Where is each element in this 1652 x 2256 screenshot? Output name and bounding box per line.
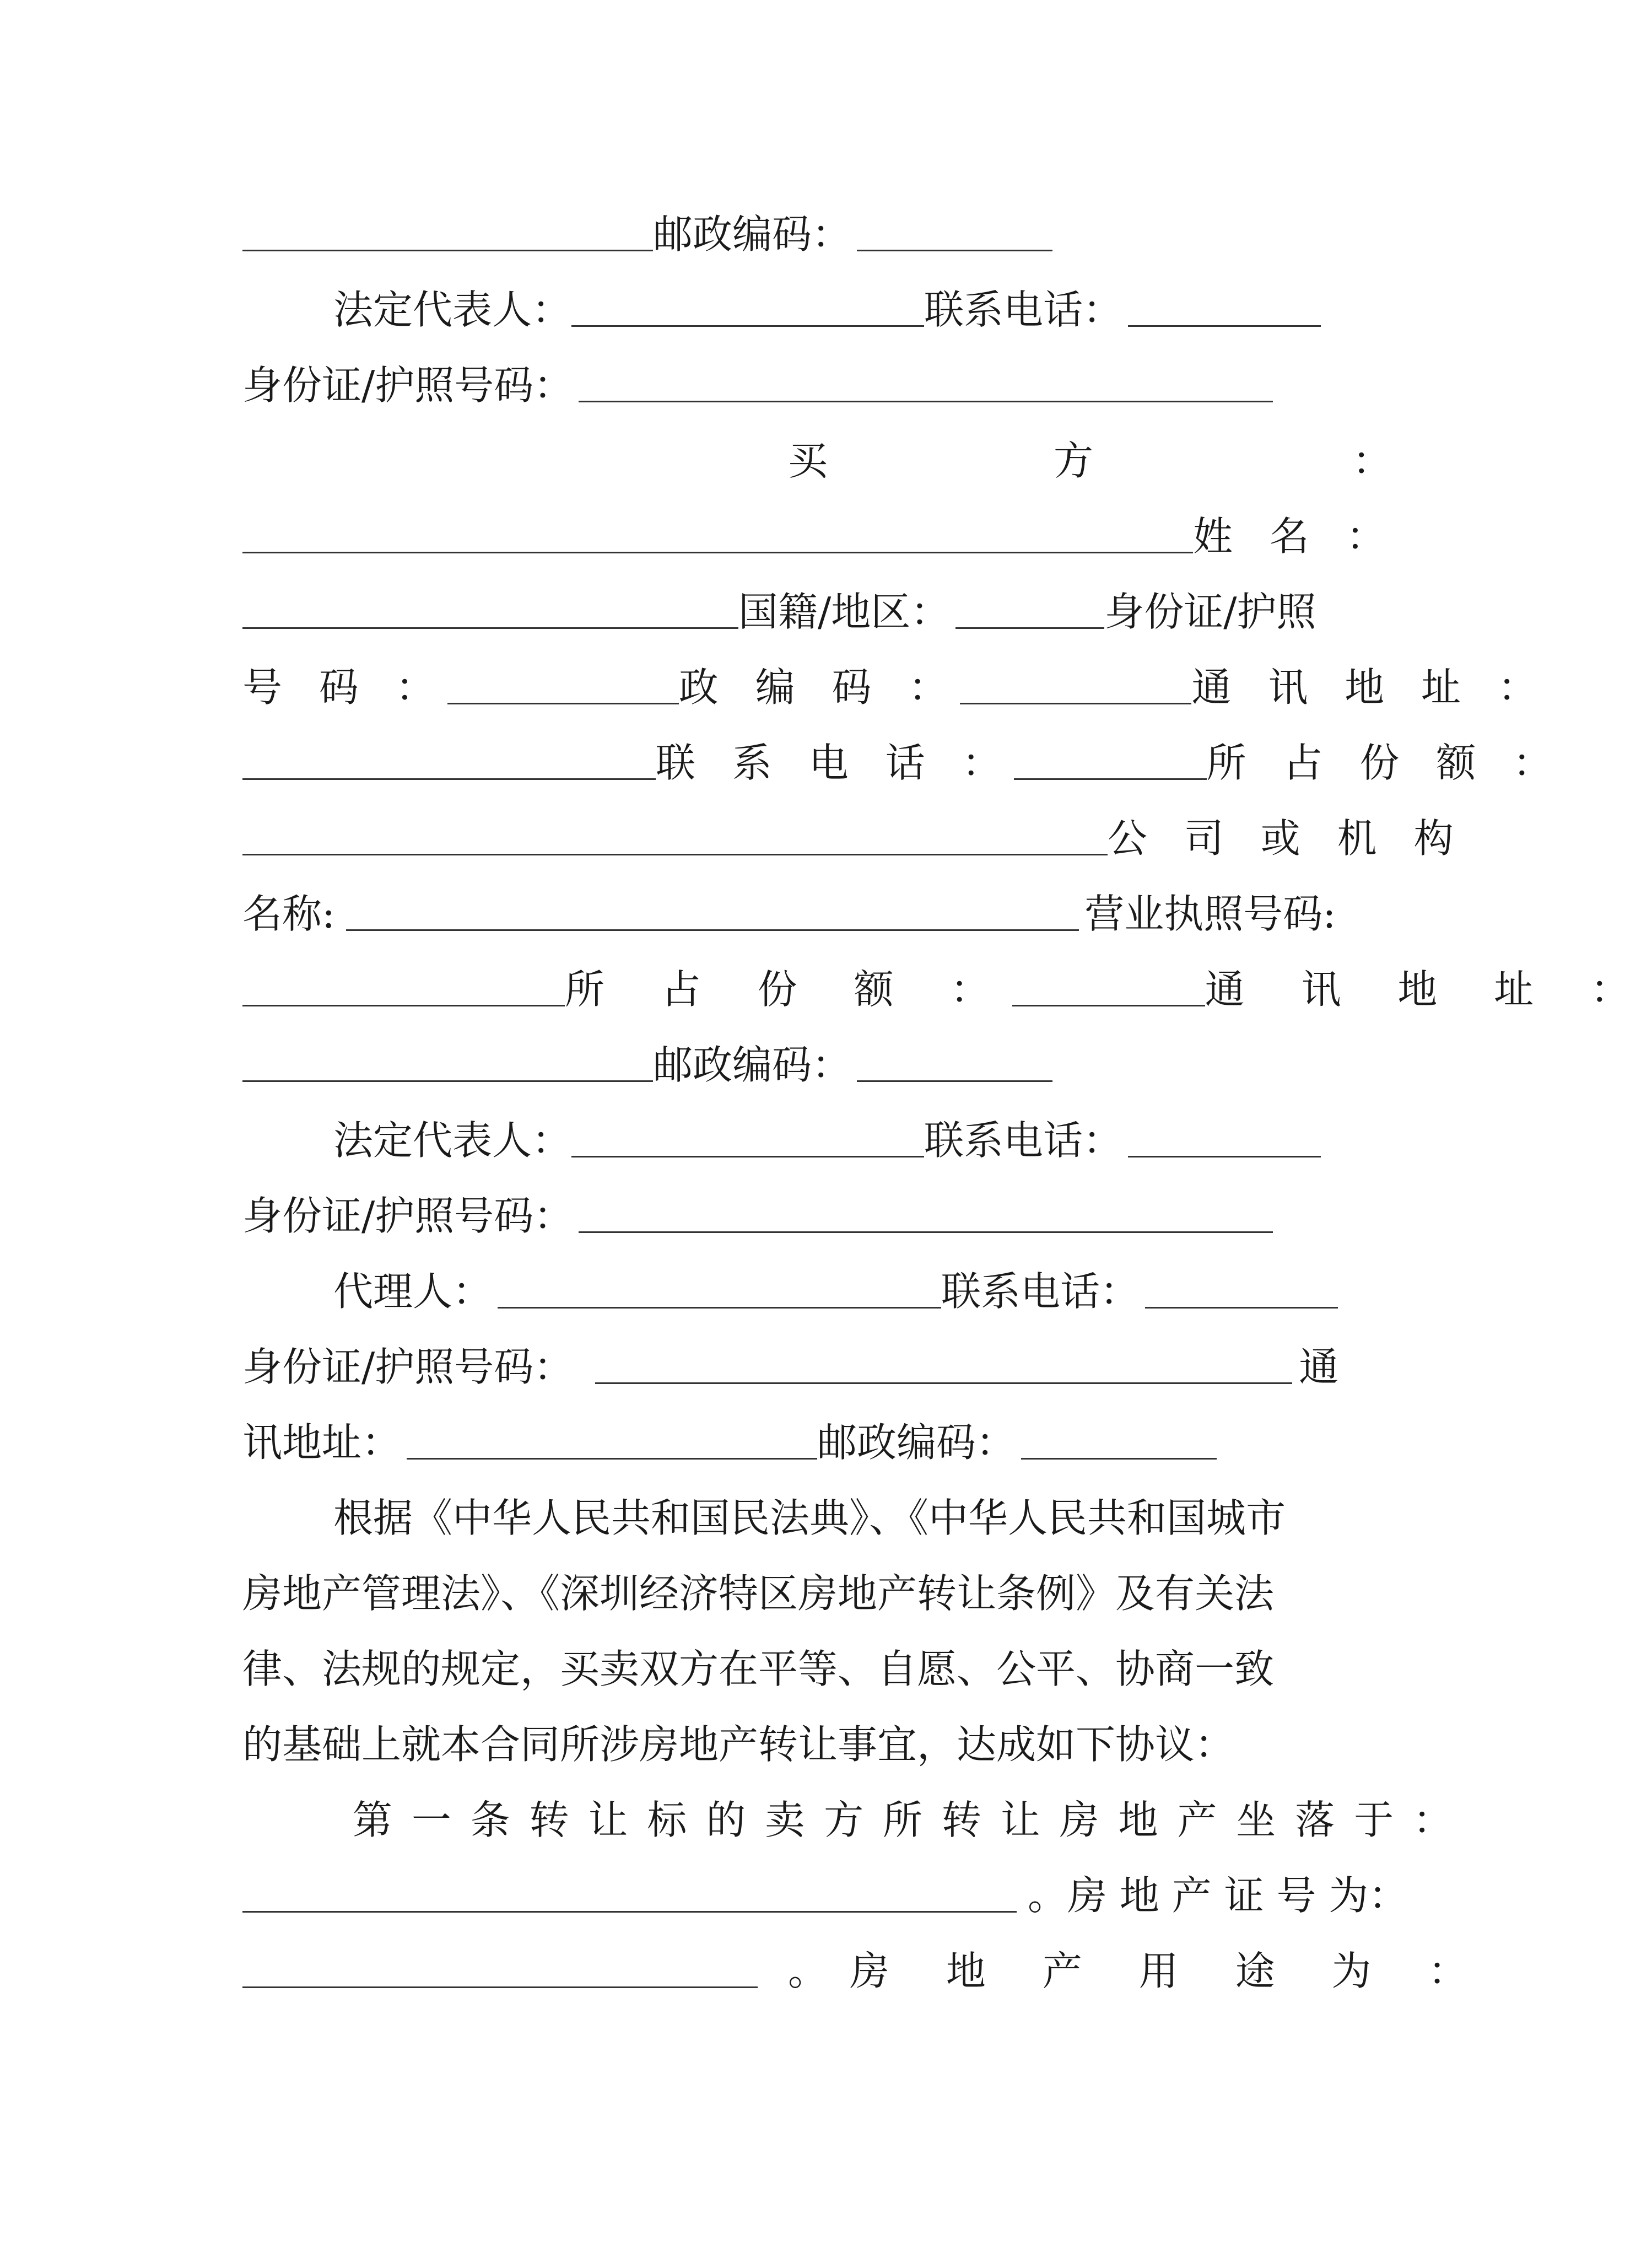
nationality-blank[interactable] [955,627,1104,629]
buyer-legal-rep-line [242,1116,1361,1165]
buyer-heading-char-1: 买 [788,438,828,484]
address-label: 通 讯 地 址 ： [1205,966,1652,1013]
id-label: 身份证/护照号码： [242,1344,574,1390]
preamble-text: 的基础上就本合同所涉房地产转让事宜，达成如下协议： [242,1721,1235,1768]
name-continue-blank[interactable] [242,627,738,629]
postcode-label: 邮政编码： [817,1419,1016,1466]
certificate-blank[interactable] [242,1986,758,1988]
usage-label: 房 地 产 用 途 为 ： [850,1948,1490,1994]
share-blank[interactable] [1012,1005,1205,1006]
article-1-text: 第 一 条 转 让 标 的 卖 方 所 转 让 房 地 产 坐 落 于 ： [353,1797,1456,1843]
share-label: 所 占 份 额 ： [565,966,1012,1013]
address-label: 通 讯 地 址 ： [1191,664,1550,710]
phone-label: 联系电话： [924,1117,1123,1164]
postcode-blank[interactable] [960,703,1191,704]
buyer-company-name-line [242,889,1361,939]
id-label-b: 号 码 ： [242,664,447,710]
license-label: 营业执照号码: [1084,891,1336,937]
legal-rep-blank[interactable] [571,325,924,327]
id-blank[interactable] [579,401,1273,402]
agent-id-line [242,1342,1361,1392]
postcode-label: 邮政编码： [653,211,852,257]
phone-label: 联系电话： [924,287,1123,333]
address-blank[interactable] [242,250,653,251]
address-blank[interactable] [242,778,656,780]
name-blank[interactable] [242,552,1193,553]
company-label-a: 公 司 或 机 构 [1108,815,1466,862]
buyer-name-line [242,511,1398,561]
buyer-postcode-line [242,1040,1361,1090]
buyer-legal-rep-id-line [242,1191,1361,1241]
id-blank[interactable] [579,1231,1273,1233]
company-name-blank[interactable] [346,929,1079,931]
buyer-heading-line [242,436,1392,486]
buyer-id-postcode-address-line [242,663,1550,712]
agent-label: 代理人： [333,1268,493,1315]
id-blank[interactable] [595,1382,1292,1384]
postcode-blank[interactable] [857,1080,1052,1082]
postcode-label: 政 编 码 ： [678,664,960,710]
preamble-text: 房地产管理法》、《深圳经济特区房地产转让条例》及有关法 [242,1570,1275,1617]
preamble-line-4 [242,1720,1361,1769]
preamble-line-1 [242,1493,1361,1543]
buyer-heading-char-2: 方 [1054,438,1094,484]
legal-rep-blank[interactable] [571,1156,924,1157]
address-blank[interactable] [407,1458,817,1460]
legal-rep-label: 法定代表人： [333,287,572,333]
phone-blank[interactable] [1014,778,1207,780]
postcode-blank[interactable] [857,250,1052,251]
article-1-line-1 [242,1795,1456,1845]
nationality-label: 国籍/地区： [738,589,951,635]
property-location-blank[interactable] [242,1911,1017,1913]
license-blank[interactable] [242,1005,565,1006]
article-1-line-2 [242,1871,1408,1920]
preamble-text: 律、法规的规定，买卖双方在平等、自愿、公平、协商一致 [242,1646,1275,1692]
agent-line [242,1267,1361,1316]
seller-id-line [242,360,1361,410]
seller-postcode-line [242,209,1361,259]
phone-label: 联系电话： [941,1268,1140,1315]
buyer-company-line [242,814,1466,863]
legal-rep-label: 法定代表人： [333,1117,572,1164]
buyer-nationality-line [242,587,1361,637]
preamble-text: 根据《中华人民共和国民法典》、《中华人民共和国城市 [333,1495,1286,1541]
id-label: 身份证/护照号码： [242,1193,574,1239]
agent-blank[interactable] [498,1307,941,1309]
company-label-b: 名称: [242,891,336,937]
preamble-line-3 [242,1644,1361,1694]
phone-blank[interactable] [1128,1156,1321,1157]
phone-label: 联 系 电 话 ： [656,740,1014,786]
address-label-b: 讯地址： [242,1419,402,1466]
seller-legal-rep-line [242,285,1361,335]
period-mark: 。 [788,1948,828,1994]
buyer-heading-colon: ： [1352,438,1392,484]
id-label-a: 身份证/护照 [1104,589,1316,635]
share-label: 所 占 份 额 ： [1206,740,1565,786]
article-1-line-3 [242,1946,1490,1996]
address-label-a: 通 [1299,1344,1339,1390]
phone-blank[interactable] [1145,1307,1338,1309]
postcode-label: 邮政编码： [653,1042,852,1088]
id-number-blank[interactable] [447,703,679,704]
agent-address-line [242,1418,1361,1467]
phone-blank[interactable] [1128,325,1321,327]
address-blank[interactable] [242,1080,653,1082]
buyer-phone-share-line [242,738,1565,788]
preamble-line-2 [242,1569,1361,1618]
name-label: 姓 名 ： [1193,513,1398,559]
buyer-company-share-line [242,965,1652,1014]
postcode-blank[interactable] [1021,1458,1217,1460]
id-label: 身份证/护照号码： [242,362,574,408]
share-blank[interactable] [242,854,1108,855]
certificate-label: 。房 地 产 证 号 为： [1028,1872,1408,1919]
